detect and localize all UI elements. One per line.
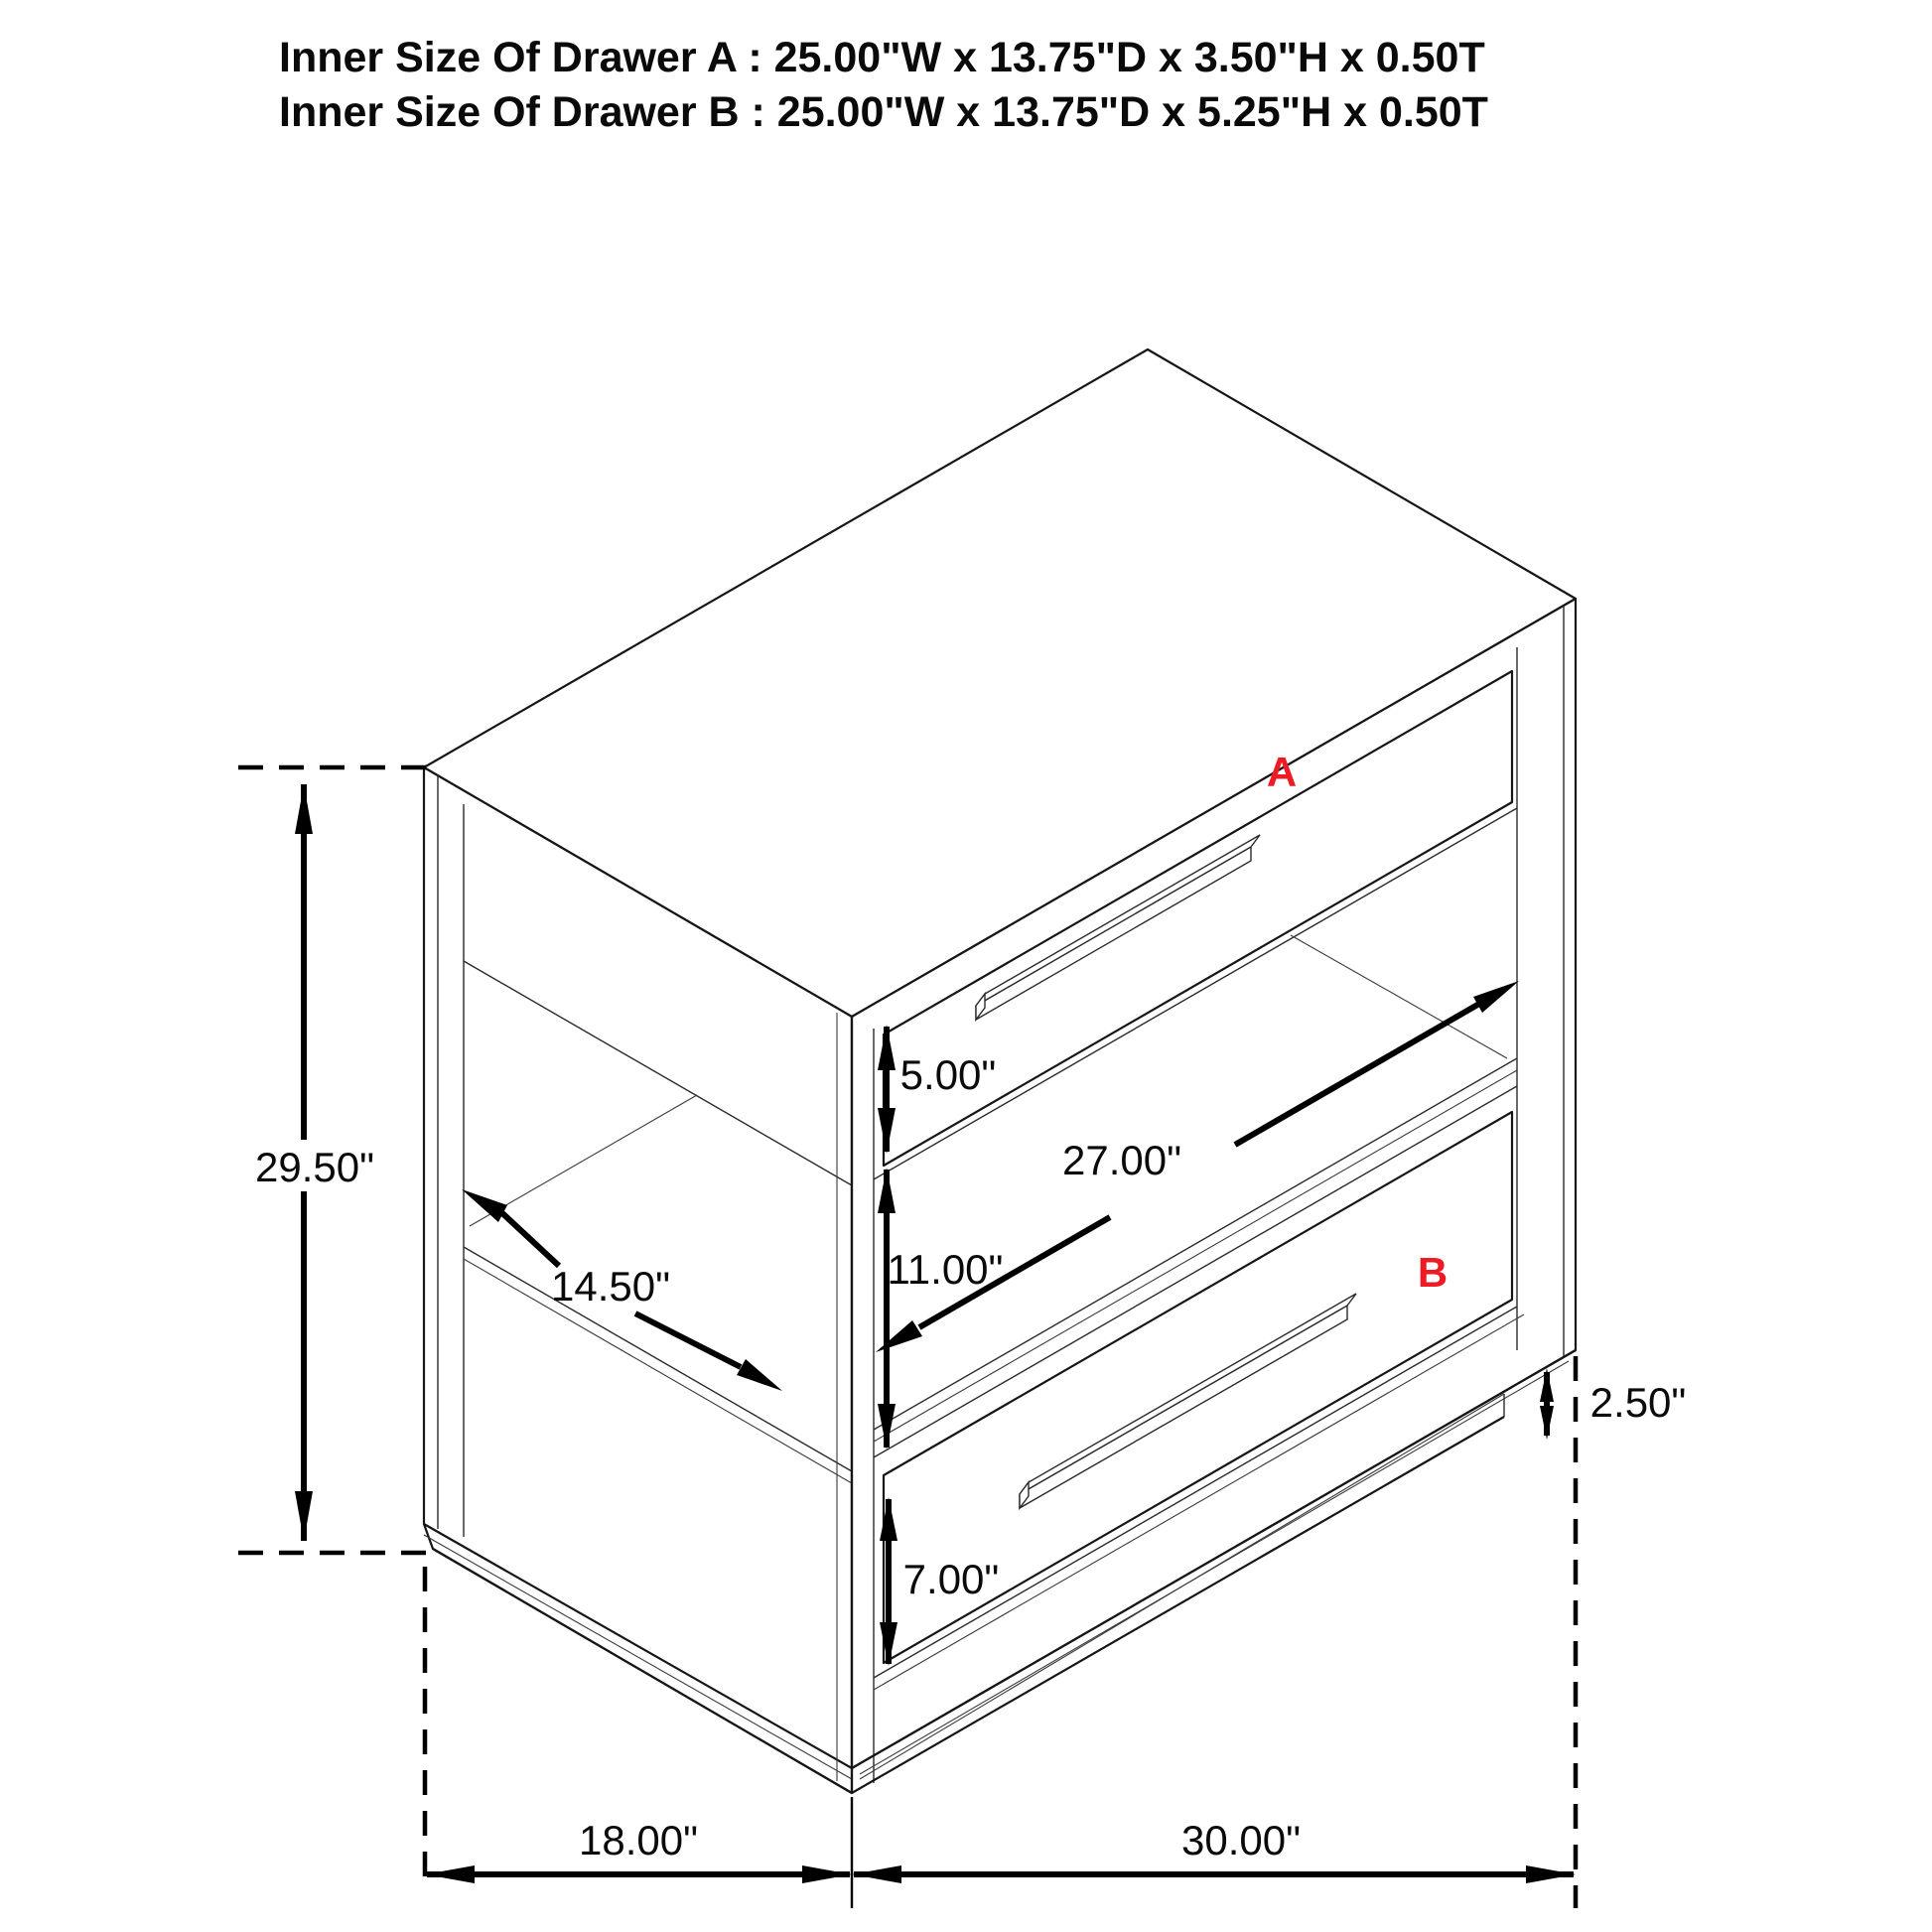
label-opening-height: 11.00"	[887, 1246, 1004, 1293]
arrowhead-right	[1526, 1865, 1576, 1883]
cabinet-outline	[424, 349, 1576, 1793]
label-overall-width: 30.00"	[1180, 1817, 1302, 1863]
header-line-2: Inner Size Of Drawer B : 25.00"W x 13.75"D x 5.25"H x 0.50T	[279, 88, 1488, 136]
drawer-a-label: A	[1266, 749, 1298, 795]
label-side-shelf-depth: 14.50"	[550, 1263, 671, 1310]
label-overall-depth: 18.00"	[578, 1817, 699, 1863]
label-drawer-a-front: 5.00"	[899, 1051, 997, 1098]
label-base-height: 2.50"	[1589, 1379, 1687, 1426]
drawer-b-label: B	[1417, 1249, 1449, 1296]
dim-overall-width	[852, 1817, 1576, 1883]
label-opening-width: 27.00"	[1061, 1137, 1182, 1183]
header-line-1: Inner Size Of Drawer A : 25.00"W x 13.75"D x 3.50"H x 0.50T	[279, 34, 1485, 81]
arrowhead-left	[852, 1865, 901, 1883]
arrowhead-down	[1540, 1406, 1554, 1440]
label-drawer-b-front: 7.00"	[902, 1556, 1000, 1602]
arrowhead-up	[295, 784, 313, 834]
arrowhead-up	[1540, 1368, 1554, 1402]
label-overall-height: 29.50"	[254, 1144, 375, 1190]
dim-overall-height	[255, 784, 374, 1541]
arrowhead-down	[295, 1491, 313, 1541]
arrowhead-right	[802, 1865, 852, 1883]
dim-overall-depth	[425, 1817, 852, 1883]
dim-base-height	[1540, 1368, 1686, 1440]
arrowhead-left	[425, 1865, 475, 1883]
